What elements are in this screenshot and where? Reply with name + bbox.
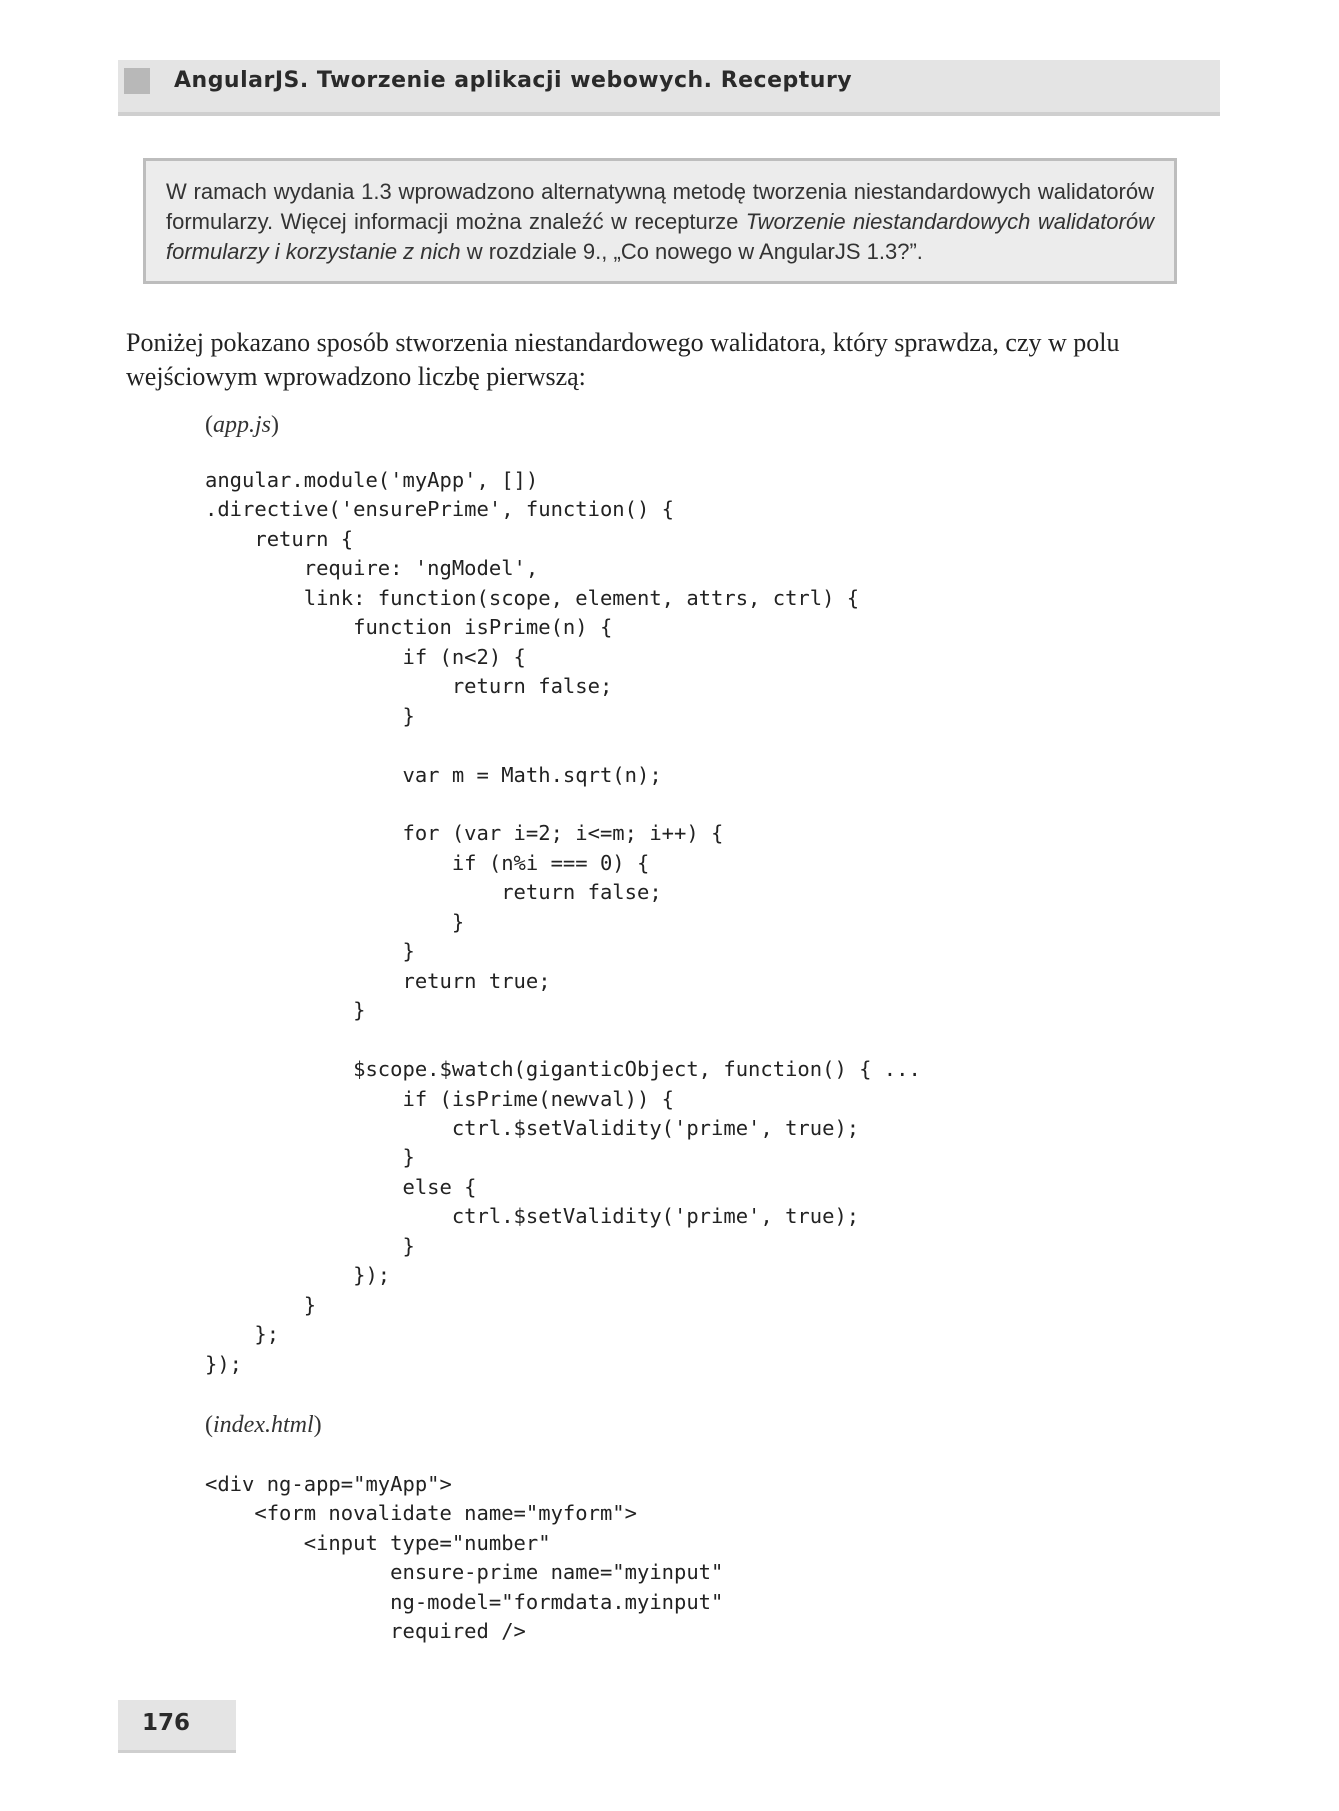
listing-caption-index-html: (index.html) xyxy=(205,1412,322,1438)
note-text-before: W ramach wydania 1.3 wprowadzono alternatywną metodę tworzenia niestandardowych walidatorów formularzy. Więcej informacji można znaleźć w recepturze xyxy=(166,179,1154,234)
book-title: AngularJS. Tworzenie aplikacji webowych. Receptury xyxy=(174,68,853,93)
code-listing-app-js: angular.module('myApp', []) .directive('ensurePrime', function() { return { require: 'ngModel', link: function(scope, element, attrs, ctrl) { function isPrime(n) { if (n<2) { return false; } var m = Math.sqrt(n); for (var i=2; i<=m; i++) { if (n%i === 0) { return false; } } return true; } $scope.$watch(giganticObject, function() { ... if (isPrime(newval)) { ctrl.$setValidity('prime', true); } else { ctrl.$setValidity('prime', true); } }); } }; }); xyxy=(205,468,921,1376)
code-listing-index-html: <div ng-app="myApp"> <form novalidate name="myform"> <input type="number" ensure-prime name="myinput" ng-model="formdata.myinput" required /> xyxy=(205,1472,724,1644)
note-text-after: w rozdziale 9., „Co nowego w AngularJS 1.3?”. xyxy=(460,239,923,264)
page-number-tab xyxy=(118,1700,236,1753)
listing-caption-app-js: (app.js) xyxy=(205,412,280,438)
listing-filename: index.html xyxy=(213,1412,314,1438)
note-box xyxy=(143,158,1177,284)
intro-paragraph: Poniżej pokazano sposób stworzenia niestandardowego walidatora, który sprawdza, czy w polu wejściowym wprowadzono liczbę pierwszą: xyxy=(126,328,1120,391)
running-header xyxy=(118,60,1220,116)
note-recipe-title: Tworzenie niestandardowych walidatorów formularzy i korzystanie z nich xyxy=(166,209,1154,264)
page-number: 176 xyxy=(142,1710,191,1736)
listing-filename: app.js xyxy=(213,412,272,438)
header-marker xyxy=(124,68,150,94)
